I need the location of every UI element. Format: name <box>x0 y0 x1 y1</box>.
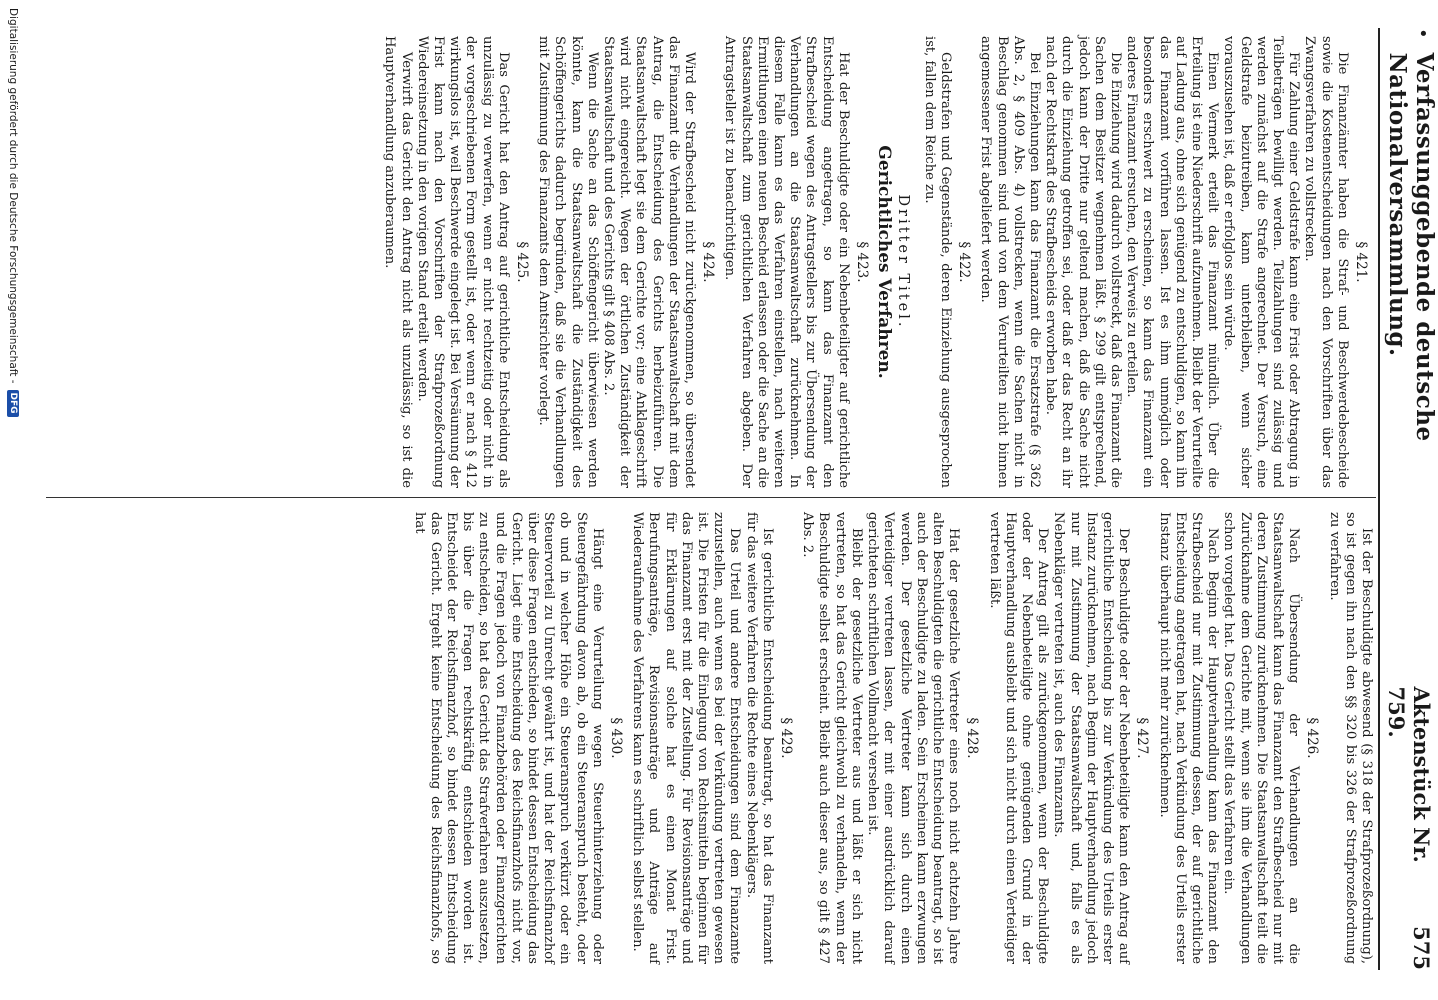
section-heading: § 427. <box>1134 717 1151 759</box>
section-heading: § 423. <box>854 241 871 283</box>
page-number: 575 <box>1409 926 1434 970</box>
paragraph: Hängt eine Verurteilung wegen Steuerhinterziehung oder Steuergefährdung davon ab, ob ein Steueranspruch besteht, oder ob und in welcher Höhe ein Steueranspruch verkürzt oder ein Steuervorteil zu Unrecht gewährt ist, und hat der Reichsfinanzhof über diese Fragen entschieden, so bindet dessen Entscheidung das Gericht. Liegt eine Entscheidung des Reichsfinanzhofs nicht vor, und die Fragen jedoch von Finanzbehörden oder Finanzgerichten zu entscheiden, so hat das Gericht das Strafverfahren auszusetzen, bis über die Fragen rechtskräftig entschieden worden ist. Entscheidet der Reichsfinanzhof, so bindet dessen Entscheidung das Gericht. Ergeht keine Entscheidung des Reichsfinanzhofs, so hat <box>411 512 605 964</box>
paragraph: Für Zahlung einer Geldstrafe kann eine Frist oder Abtragung in Teilbeträgen bewilligt werden. Teilzahlungen sind zulässig und werden zunächst auf die Strafe angerechnet. Der Versuch, eine Geldstrafe beizutreiben, kann unterbleiben, wenn sicher vorauszusehen ist, daß er erfolglos sein würde. <box>1221 36 1302 488</box>
paragraph: Bleibt der gesetzliche Vertreter aus und läßt er sich nicht vertreten, so hat das Gericht gleichwohl zu verhandeln, wenn der Beschuldigte selbst erscheint. Bleibt auch dieser aus, so gilt § 427 Abs. 2. <box>800 512 864 964</box>
paragraph: Hat der Beschuldigte oder ein Nebenbeteiligter auf gerichtliche Entscheidung angetragen, so kann das Finanzamt den Strafbescheid wegen des Antragstellers bis zur Übersendung der Verhandlungen an die Staatsanwaltschaft zurücknehmen. In diesem Falle kann es das Verfahren einstellen, nach weiteren Ermittlungen einen neuen Bescheid erlassen oder die Sache an die Staatsanwaltschaft zum gerichtlichen Verfahren abgeben. Der Antragsteller ist zu benachrichtigen. <box>722 36 851 488</box>
paragraph: Nach Beginn der Hauptverhandlung kann das Finanzamt den Strafbescheid nur mit Zustimmung dessen, der auf gerichtliche Entscheidung angetragen hat, nach Verkündung des Urteils erster Instanz überhaupt nicht mehr zurücknehmen. <box>1156 512 1221 964</box>
right-column <box>410 512 1374 964</box>
paragraph: Wird der Strafbescheid nicht zurückgenommen, so übersendet das Finanzamt die Verhandlungen der Staatsanwaltschaft mit dem Antrag, die Entscheidung des Gerichts herbeizuführen. Die Staatsanwaltschaft legt sie dem Gerichte vor; eine Anklageschrift wird nicht eingereicht. Wegen der örtlichen Zuständigkeit der Staatsanwaltschaft und des Gerichts gilt § 408 Abs. 2. <box>601 36 698 488</box>
title-subheading: Gerichtliches Verfahren. <box>874 145 895 379</box>
section-heading: § 421. <box>1353 241 1369 283</box>
header-right <box>1384 687 1434 971</box>
paragraph: Bei Einziehungen kann das Finanzamt die Ersatzstrafe (§ 362 Abs. 2, § 409 Abs. 4) vollstrecken, wenn die Sachen nicht in Beschlag genommen sind und von dem Verurteilten nicht binnen angemessener Frist abgeliefert werden. <box>978 36 1042 488</box>
section-heading: § 430. <box>608 717 625 759</box>
paragraph: Ist der Beschuldigte abwesend (§ 318 der Strafprozeßordnung), so ist gegen ihn nach den §§ 320 bis 326 der Strafprozeßordnung zu verfahren. <box>1326 512 1374 964</box>
paragraph: Ist gerichtliche Entscheidung beantragt, so hat das Finanzamt für das weitere Verfahren die Rechte eines Nebenklägers. <box>743 512 775 964</box>
paragraph: Das Gericht hat den Antrag auf gerichtliche Entscheidung als unzulässig zu verwerfen, wenn er nicht rechtzeitig oder nicht in der vorgeschriebenen Form gestellt ist, oder wenn er nach § 412 wirkungslos ist, weil Beschwerde eingelegt ist. Bei Versäumung der Frist kann nach den Vorschriften der Strafprozeßordnung Wiedereinsetzung in den vorigen Stand erteilt werden. <box>414 36 511 488</box>
section-heading: § 424. <box>700 241 717 283</box>
paragraph: Das Urteil und andere Entscheidungen sind dem Finanzamte zuzustellen, auch wenn es bei der Verkündung vertreten gewesen ist. Die Fristen für die Einlegung von Rechtsmitteln beginnen für das Finanzamt erst mit der Zustellung. Für Revisionsanträge und für Erklärungen auf solche hat es einen Monat Frist. Berufungsanträge, Revisionsanträge und Anträge auf Wiederaufnahme des Verfahrens kann es schriftlich selbst stellen. <box>630 512 743 964</box>
paragraph: Der Antrag gilt als zurückgenommen, wenn der Beschuldigte oder der Nebenbeteiligte ohne genügenden Grund in der Hauptverhandlung ausbleibt und sich nicht durch einen Verteidiger vertreten läßt. <box>986 512 1051 964</box>
column-divider <box>46 497 1376 498</box>
page-header <box>1378 28 1438 970</box>
header-left <box>1384 28 1438 687</box>
section-heading: § 428. <box>964 717 981 759</box>
paragraph: Hat der gesetzliche Vertreter eines noch nicht achtzehn Jahre alten Beschuldigten die gerichtliche Entscheidung beantragt, so ist auch der Beschuldigte zu laden. Sein Erscheinen kann erzwungen werden. Der gesetzliche Vertreter kann sich durch einen Verteidiger vertreten lassen, der mit einer ausdrücklich darauf gerichteten schriftlichen Vollmacht versehen ist. <box>865 512 962 964</box>
dfg-logo: DFG <box>7 390 19 417</box>
section-heading: § 429. <box>778 717 795 759</box>
paragraph: Verwirft das Gericht den Antrag nicht als unzulässig, so ist die Hauptverhandlung anzuberaumen. <box>382 36 414 488</box>
paragraph: Die Einziehung wird dadurch vollstreckt, daß das Finanzamt die Sachen dem Besitzer wegnehmen läßt. § 299 gilt entsprechend, jedoch kann der Dritte nur geltend machen, daß die Sache nicht durch die Einziehung getroffen sei, oder daß er das Recht an ihr nach der Rechtskraft des Strafbescheids erworben habe. <box>1043 36 1123 488</box>
section-heading: § 426. <box>1304 717 1321 759</box>
footer-credit: Digitalisierung gefördert durch die Deutsche Forschungsgemeinschaft - <box>7 8 19 384</box>
paragraph: Geldstrafen und Gegenstände, deren Einziehung ausgesprochen ist, fallen dem Reiche zu. <box>921 36 953 488</box>
paragraph: Nach Übersendung der Verhandlungen an die Staatsanwaltschaft kann das Finanzamt den Strafbescheid nur mit deren Zustimmung zurücknehmen. Die Staatsanwaltschaft teilt die Zurücknahme dem Gerichte mit, wenn sie ihm die Verhandlungen schon vorgelegt hat. Das Gericht stellt das Verfahren ein. <box>1221 512 1302 964</box>
document-number: Aktenstück Nr. 759. <box>1384 686 1434 863</box>
paragraph: Wenn die Sache an das Schöffengericht überwiesen werden könnte, kann die Staatsanwaltschaft die Zuständigkeit des Schöffengerichts dadurch begründen, daß sie die Verhandlungen mit Zustimmung des Finanzamts dem Amtsrichter vorlegt. <box>536 36 600 488</box>
section-heading: § 422. <box>956 241 973 283</box>
paragraph: Die Finanzämter haben die Straf- und Beschwerdebescheide sowie die Kostenentscheidungen nach den Vorschriften über das Zwangsverfahren zu vollstrecken. <box>1302 36 1350 488</box>
left-column <box>381 36 1374 488</box>
digitization-footer <box>0 0 26 1000</box>
title-heading: Dritter Titel. <box>894 194 911 330</box>
header-title: Verfassunggebende deutsche Nationalversammlung. <box>1384 52 1438 442</box>
section-heading: § 425. <box>514 241 531 283</box>
header-bullet: • <box>1412 28 1433 39</box>
paragraph: Einen Vermerk erteilt das Finanzamt mündlich. Über die Erteilung ist eine Niederschrift aufzunehmen. Bleibt der Verurteilte auf Ladung aus, ohne sich genügend zu entschuldigen, so kann ihn das Finanzamt vorführen lassen. Ist es ihm unmöglich oder besonders erschwert zu erscheinen, so kann das Finanzamt ein anderes Finanzamt ersuchen, den Verweis zu erteilen. <box>1124 36 1221 488</box>
paragraph: Der Beschuldigte oder der Nebenbeteiligte kann den Antrag auf gerichtliche Entscheidung bis zur Verkündung des Urteils erster Instanz zurücknehmen, nach Beginn der Hauptverhandlung jedoch nur mit Zustimmung der Staatsanwaltschaft und, falls es als Nebenkläger vertreten ist, auch des Finanzamts. <box>1051 512 1132 964</box>
